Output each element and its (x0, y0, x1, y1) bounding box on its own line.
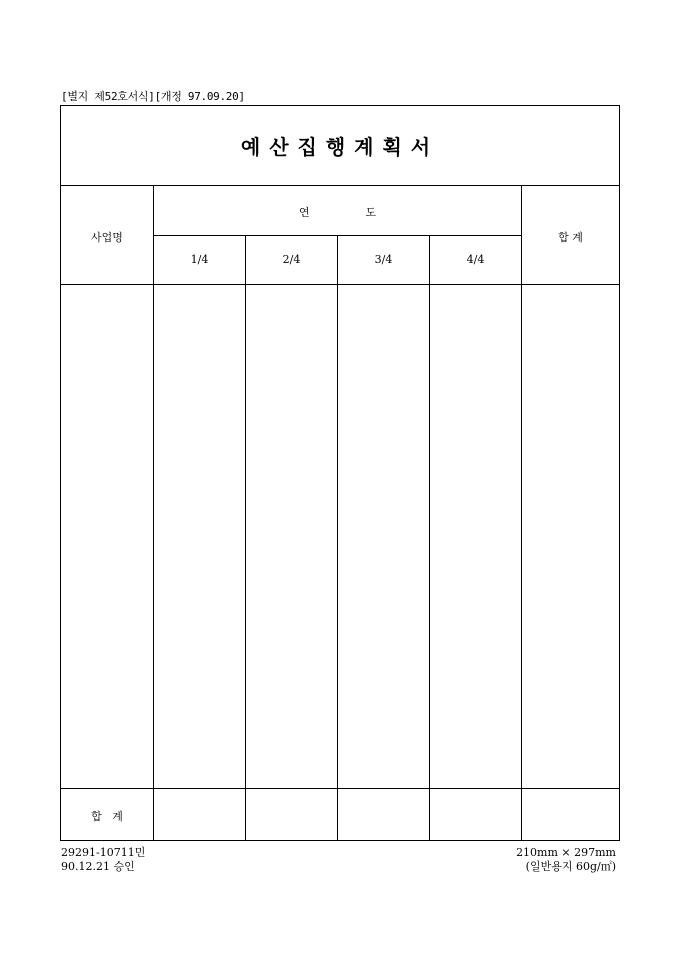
footer-left (61, 846, 145, 874)
header-total: 합 계 (558, 231, 583, 244)
footer-right (516, 846, 616, 874)
title-row (61, 106, 619, 186)
approval-date: 90.12.21 승인 (61, 860, 135, 873)
paper-size: 210mm × 297mm (516, 846, 616, 859)
header-quarter-3: 3/4 (374, 253, 393, 266)
paper-spec: (일반용지 60g/㎡) (525, 860, 616, 873)
form-reference: [별지 제52호서식][개정 97.09.20] (61, 90, 245, 103)
column-divider (429, 235, 430, 840)
budget-plan-form (60, 105, 620, 841)
row-divider (61, 284, 619, 285)
approval-code: 29291-10711민 (61, 846, 146, 859)
column-divider (245, 235, 246, 840)
header-year: 연 도 (298, 206, 377, 219)
header-project-name: 사업명 (91, 231, 123, 244)
row-divider (61, 788, 619, 789)
total-row-label: 합 계 (91, 810, 123, 823)
row-divider (154, 235, 521, 236)
column-divider (337, 235, 338, 840)
header-quarter-4: 4/4 (466, 253, 485, 266)
header-quarter-2: 2/4 (282, 253, 301, 266)
header-quarter-1: 1/4 (190, 253, 209, 266)
budget-table (61, 186, 619, 840)
document-title: 예산집행계획서 (240, 135, 440, 159)
